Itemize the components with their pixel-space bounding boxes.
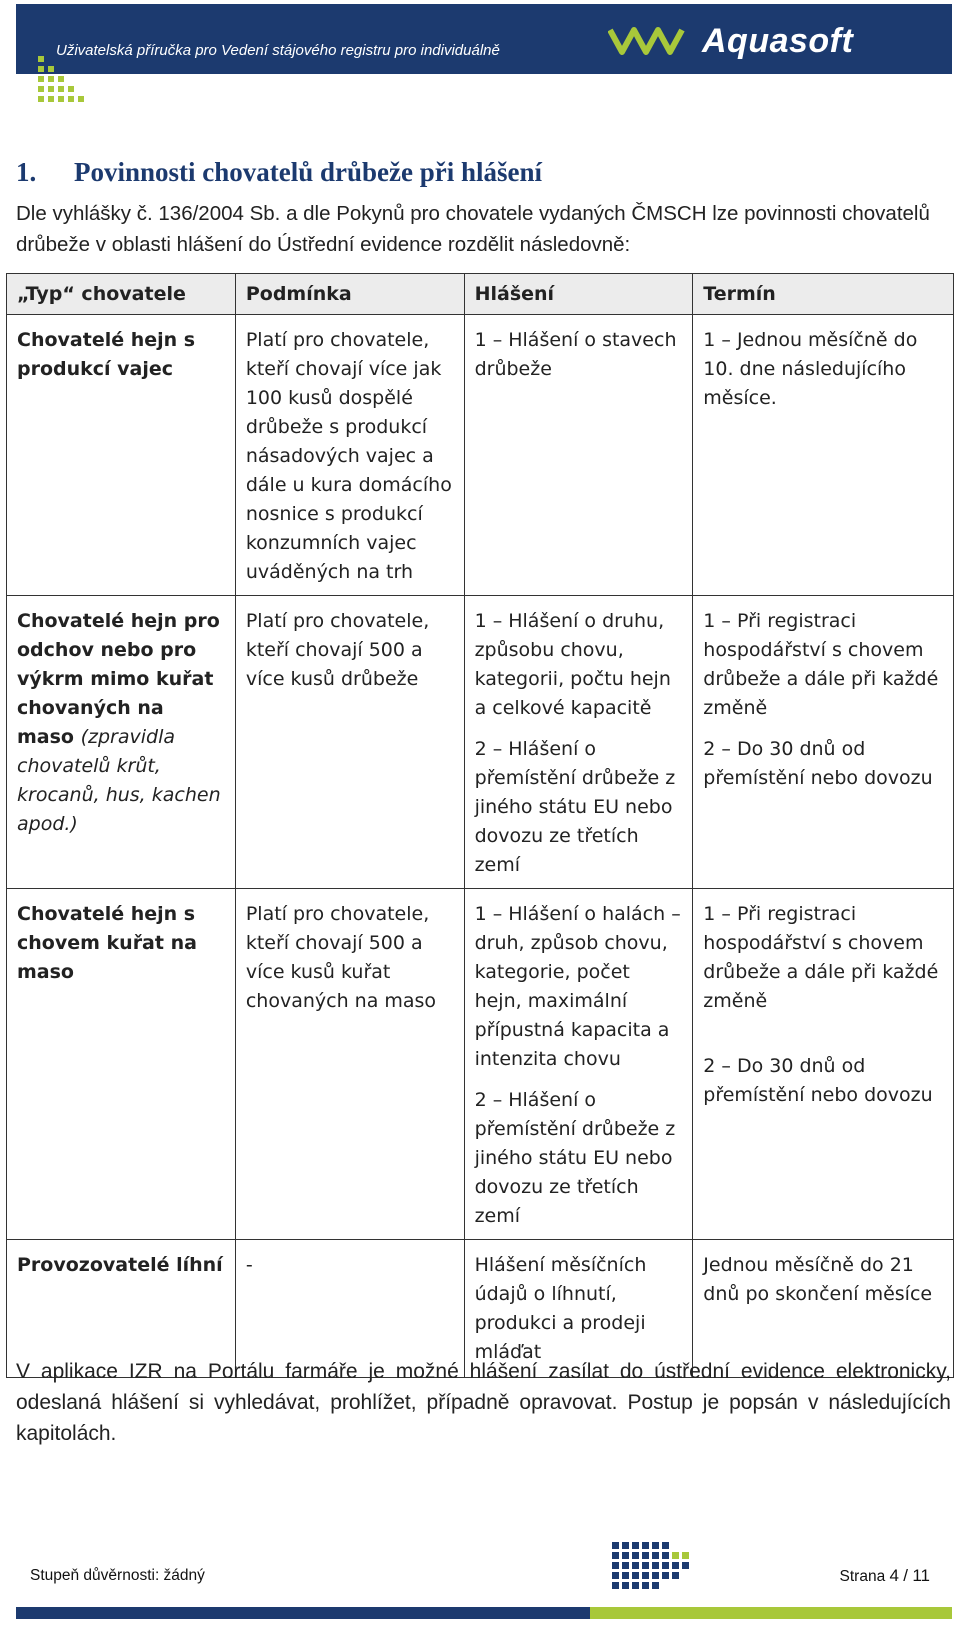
term-item: 1 – Jednou měsíčně do 10. dne následujícího měsíce. [703,329,918,409]
page-label: Strana [839,1568,886,1585]
report-item: 2 – Hlášení o přemístění drůbeže z jiného státu EU nebo dovozu ze třetích zemí [474,738,676,876]
cell-type: Provozovatelé líhní [7,1240,236,1378]
page-separator: / [903,1566,909,1585]
cell-report [464,889,693,1240]
header-title: Uživatelská příručka pro Vedení stájového registru pro individuálně [56,42,500,59]
obligations-table [6,273,954,1378]
term-item: 2 – Do 30 dnů od přemístění nebo dovozu [703,1055,933,1106]
col-header-condition: Podmínka [235,274,464,315]
header-band [16,4,592,74]
section-number: 1. [16,157,37,187]
term-item: 1 – Při registraci hospodářství s chovem drůbeže a dále při každé změně [703,903,939,1012]
col-header-report: Hlášení [464,274,693,315]
table-header-row [7,274,954,315]
cell-type [7,596,236,889]
cell-report [464,596,693,889]
cell-condition: Platí pro chovatele, kteří chovají 500 a více kusů kuřat chovaných na maso [235,889,464,1240]
type-name: Chovatelé hejn pro odchov nebo pro výkrm mimo kuřat chovaných na maso [17,610,220,748]
company-logo [590,4,952,74]
section-title: Povinnosti chovatelů drůbeže při hlášení [74,157,543,187]
page-total: 11 [912,1566,930,1585]
cell-term [693,889,954,1240]
term-item: 2 – Do 30 dnů od přemístění nebo dovozu [703,738,933,789]
footer-confidentiality: Stupeň důvěrnosti: žádný [30,1567,205,1584]
cell-condition: Platí pro chovatele, kteří chovají více jak 100 kusů dospělé drůbeže s produkcí násadových vajec a dále u kura domácího nosnice s produkcí konzumních vajec uváděných na trh [235,315,464,596]
cell-type: Chovatelé hejn s produkcí vajec [7,315,236,596]
report-item: Hlášení měsíčních údajů o líhnutí, produkci a prodeji mláďat [474,1254,647,1363]
cell-report [464,315,693,596]
report-item: 1 – Hlášení o halách – druh, způsob chovu, kategorie, počet hejn, maximální přípustná kapacita a intenzita chovu [474,903,681,1070]
col-header-term: Termín [693,274,954,315]
footer-band-blue [16,1607,592,1619]
footer-page-number [840,1566,930,1586]
footer-dots-icon [610,1540,700,1596]
table-row [7,889,954,1240]
report-item: 2 – Hlášení o přemístění drůbeže z jiného státu EU nebo dovozu ze třetích zemí [474,1089,676,1227]
table-row [7,315,954,596]
outro-paragraph: V aplikace IZR na Portálu farmáře je možné hlášení zasílat do ústřední evidence elektronicky, odeslaná hlášení si vyhledávat, prohlížet, případně opravovat. Postup je popsán v následujících kapitolách. [16,1360,951,1445]
logo-text: Aquasoft [702,22,854,60]
term-item: Jednou měsíčně do 21 dnů po skončení měsíce [703,1254,933,1305]
term-item: 1 – Při registraci hospodářství s chovem drůbeže a dále při každé změně [703,610,939,719]
section-heading [16,157,542,188]
cell-term [693,315,954,596]
intro-paragraph: Dle vyhlášky č. 136/2004 Sb. a dle Pokynů pro chovatele vydaných ČMSCH lze povinnosti chovatelů drůbeže v oblasti hlášení do Ústřední evidence rozdělit následovně: [16,202,930,256]
table-row [7,596,954,889]
type-note: (zpravidla chovatelů krůt, krocanů, hus, kachen apod.) [17,726,221,835]
cell-term [693,596,954,889]
report-item: 1 – Hlášení o druhu, způsobu chovu, kategorii, počtu hejn a celkové kapacitě [474,610,671,719]
col-header-type: „Typ“ chovatele [7,274,236,315]
report-item: 1 – Hlášení o stavech drůbeže [474,329,677,380]
cell-type: Chovatelé hejn s chovem kuřat na maso [7,889,236,1240]
cell-condition: - [235,1240,464,1378]
page-current: 4 [889,1566,899,1585]
cell-condition: Platí pro chovatele, kteří chovají 500 a více kusů drůbeže [235,596,464,889]
footer-band-green [590,1607,952,1619]
header-dots-icon [36,54,92,110]
logo-swoosh-icon [608,22,698,58]
